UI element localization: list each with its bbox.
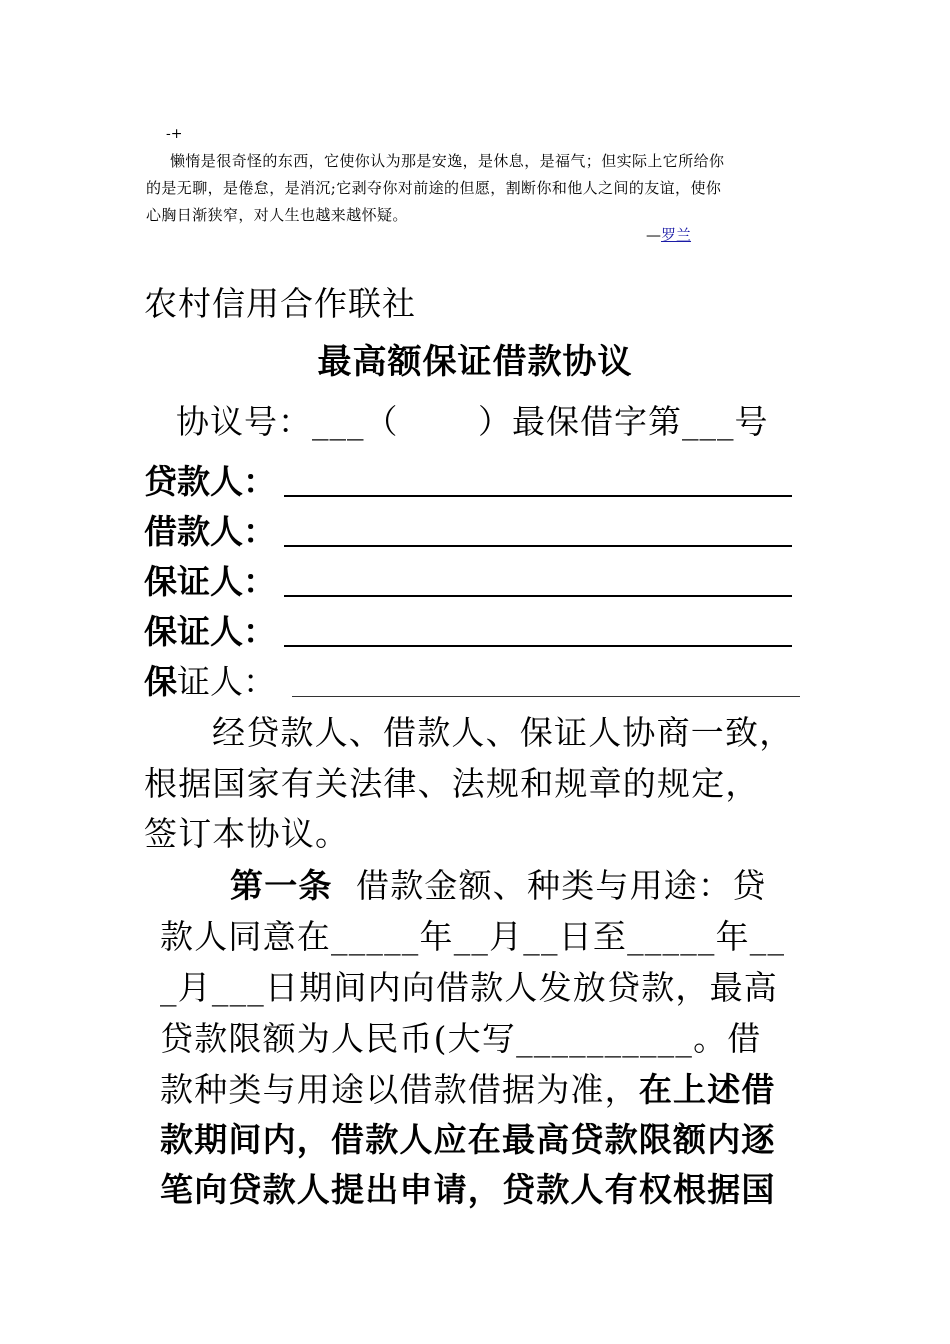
article-1-line-3: _月___日期间内向借款人发放贷款，最高 [160,968,778,1007]
intro-line-3: 签订本协议。 [144,814,350,853]
article-1-line-4: 贷款限额为人民币(大写__________。借 [160,1019,762,1058]
party-guarantor-3-blank [292,696,800,697]
quote-line-3: 心胸日渐狭窄，对人生也越来越怀疑。 [146,206,408,224]
party-guarantor-3-label [144,656,276,703]
intro-line-2: 根据国家有关法律、法规和规章的规定， [144,764,760,803]
page-marker: -+ [166,126,183,142]
organization-name: 农村信用合作联社 [144,284,416,323]
document-title: 最高额保证借款协议 [317,342,633,382]
party-borrower-blank [284,545,792,547]
party-borrower-row [144,506,792,553]
quote-line-2: 的是无聊，是倦怠，是消沉;它剥夺你对前途的但愿，割断你和他人之间的友谊，使你 [146,179,722,197]
party-guarantor-3-row [144,656,800,703]
party-lender-label: 贷款人： [144,462,276,501]
article-1-line-7: 笔向贷款人提出申请，贷款人有权根据国 [160,1170,776,1209]
intro-line-1: 经贷款人、借款人、保证人协商一致， [212,713,794,752]
party-guarantor-1-row [144,556,792,603]
article-1-line-6: 款期间内，借款人应在最高贷款限额内逐 [160,1120,776,1159]
party-lender-blank [284,495,792,497]
party-guarantor-2-row [144,606,792,653]
quote-author [646,224,691,245]
article-1-line-5 [160,1064,776,1111]
quote-author-dash: — [646,226,661,244]
article-1-line-5-bold: 在上述借 [638,1070,776,1109]
article-1-line-2: 款人同意在_____年__月__日至_____年__ [160,917,786,956]
quote-line-1: 懒惰是很奇怪的东西，它使你认为那是安逸，是休息，是福气；但实际上它所给你 [170,152,725,170]
party-guarantor-3-label-bold: 保 [144,662,177,701]
article-1-line-1-text: 借款金额、种类与用途：贷 [332,866,767,905]
party-guarantor-1-blank [284,595,792,597]
quote-author-link[interactable]: 罗兰 [661,226,692,244]
party-guarantor-1-label: 保证人： [144,562,276,601]
article-1-line-1 [230,860,766,907]
article-1-line-5-normal: 款种类与用途以借款借据为准， [160,1070,639,1109]
party-lender-row [144,456,792,503]
party-borrower-label: 借款人： [144,512,276,551]
party-guarantor-3-label-rest: 证人： [177,662,276,701]
party-guarantor-2-label: 保证人： [144,612,276,651]
party-guarantor-2-blank [284,645,792,647]
article-1-heading: 第一条 [230,866,333,905]
agreement-number: 协议号：___（ ）最保借字第___号 [176,402,769,441]
